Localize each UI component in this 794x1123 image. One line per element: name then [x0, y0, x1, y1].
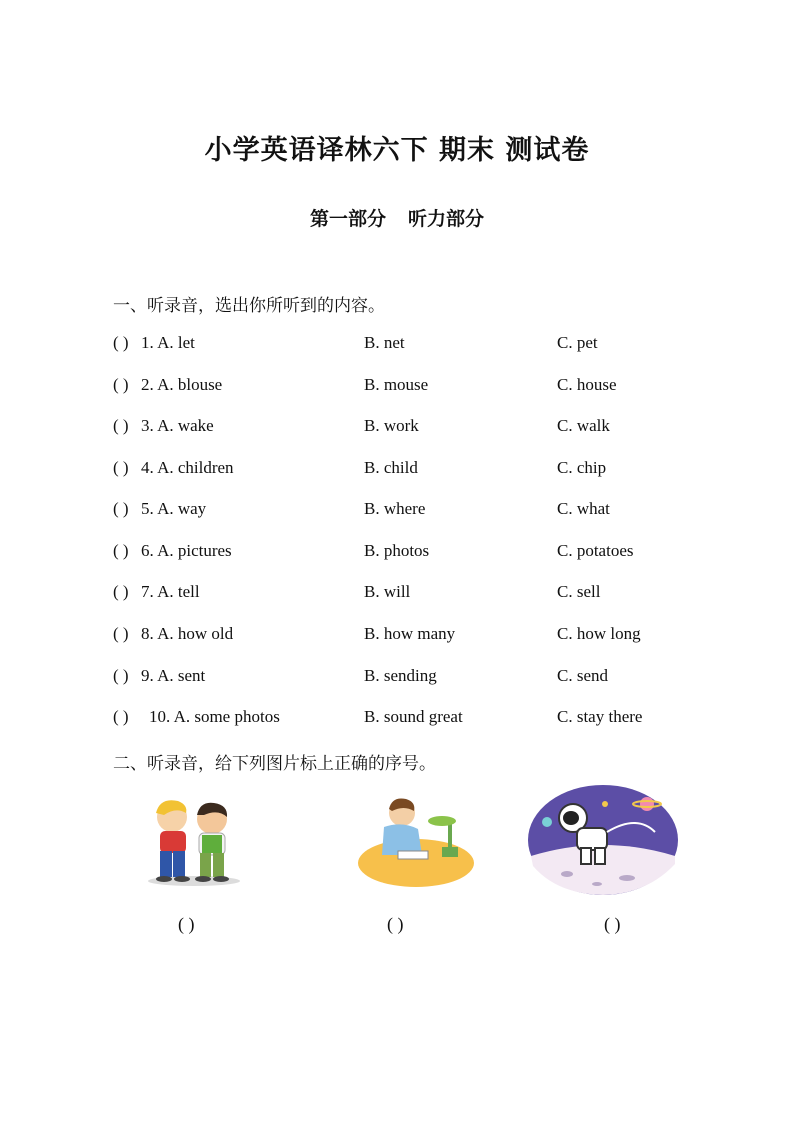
part-one-label: 第一部分 [309, 208, 386, 230]
option-a: 2. A. blouse [141, 375, 223, 394]
option-a: 10. A. some photos [149, 707, 280, 726]
option-b: B. child [364, 458, 418, 477]
section-one-instruction: 一、听录音，选出你所听到的内容。 [113, 296, 385, 316]
option-a: 4. A. children [141, 458, 234, 477]
answer-blank[interactable]: ( ) [113, 666, 129, 685]
option-b: B. mouse [364, 375, 429, 394]
option-b: B. photos [364, 541, 430, 560]
astronaut-on-moon-icon [527, 784, 679, 896]
two-boys-whispering-icon [142, 795, 246, 887]
question-row [113, 416, 713, 440]
question-row [113, 333, 713, 357]
option-c: C. house [557, 375, 617, 394]
boy-reading-at-desk-icon [356, 793, 476, 889]
option-a: 1. A. let [141, 333, 195, 352]
part-heading [0, 204, 794, 231]
question-row [113, 541, 713, 565]
option-c: C. send [557, 666, 608, 685]
option-c: C. chip [557, 458, 607, 477]
answer-blank[interactable]: ( ) [113, 541, 129, 560]
answer-blank[interactable]: ( ) [113, 416, 129, 435]
option-a: 6. A. pictures [141, 541, 232, 560]
answer-blank[interactable]: ( ) [113, 499, 129, 518]
option-c: C. how long [557, 624, 641, 643]
option-c: C. potatoes [557, 541, 634, 560]
answer-blank[interactable]: ( ) [113, 333, 129, 352]
option-c: C. what [557, 499, 610, 518]
option-b: B. net [364, 333, 405, 352]
option-b: B. how many [364, 624, 456, 643]
question-row [113, 499, 713, 523]
question-row [113, 666, 713, 690]
option-a: 3. A. wake [141, 416, 214, 435]
question-row [113, 375, 713, 399]
page-title: 小学英语译林六下 期末 测试卷 [204, 135, 590, 166]
option-b: B. where [364, 499, 426, 518]
option-c: C. walk [557, 416, 610, 435]
option-a: 9. A. sent [141, 666, 206, 685]
answer-blank[interactable]: ( ) [113, 624, 129, 643]
question-row [113, 458, 713, 482]
listening-part-label: 听力部分 [408, 208, 485, 230]
picture-answer-blank[interactable]: ( ) [387, 914, 404, 934]
answer-blank[interactable]: ( ) [113, 458, 129, 477]
option-a: 5. A. way [141, 499, 207, 518]
question-row [113, 707, 713, 731]
option-b: B. sound great [364, 707, 463, 726]
option-c: C. pet [557, 333, 598, 352]
option-c: C. sell [557, 582, 601, 601]
option-a: 7. A. tell [141, 582, 200, 601]
question-row [113, 624, 713, 648]
answer-blank[interactable]: ( ) [113, 582, 129, 601]
option-b: B. sending [364, 666, 437, 685]
picture-answer-blank[interactable]: ( ) [604, 914, 621, 934]
question-row [113, 582, 713, 606]
picture-answer-blank[interactable]: ( ) [178, 914, 195, 934]
option-c: C. stay there [557, 707, 643, 726]
answer-blank[interactable]: ( ) [113, 375, 129, 394]
option-b: B. work [364, 416, 419, 435]
section-two-instruction: 二、听录音，给下列图片标上正确的序号。 [113, 754, 436, 774]
answer-blank[interactable]: ( ) [113, 707, 129, 726]
option-a: 8. A. how old [141, 624, 234, 643]
option-b: B. will [364, 582, 411, 601]
